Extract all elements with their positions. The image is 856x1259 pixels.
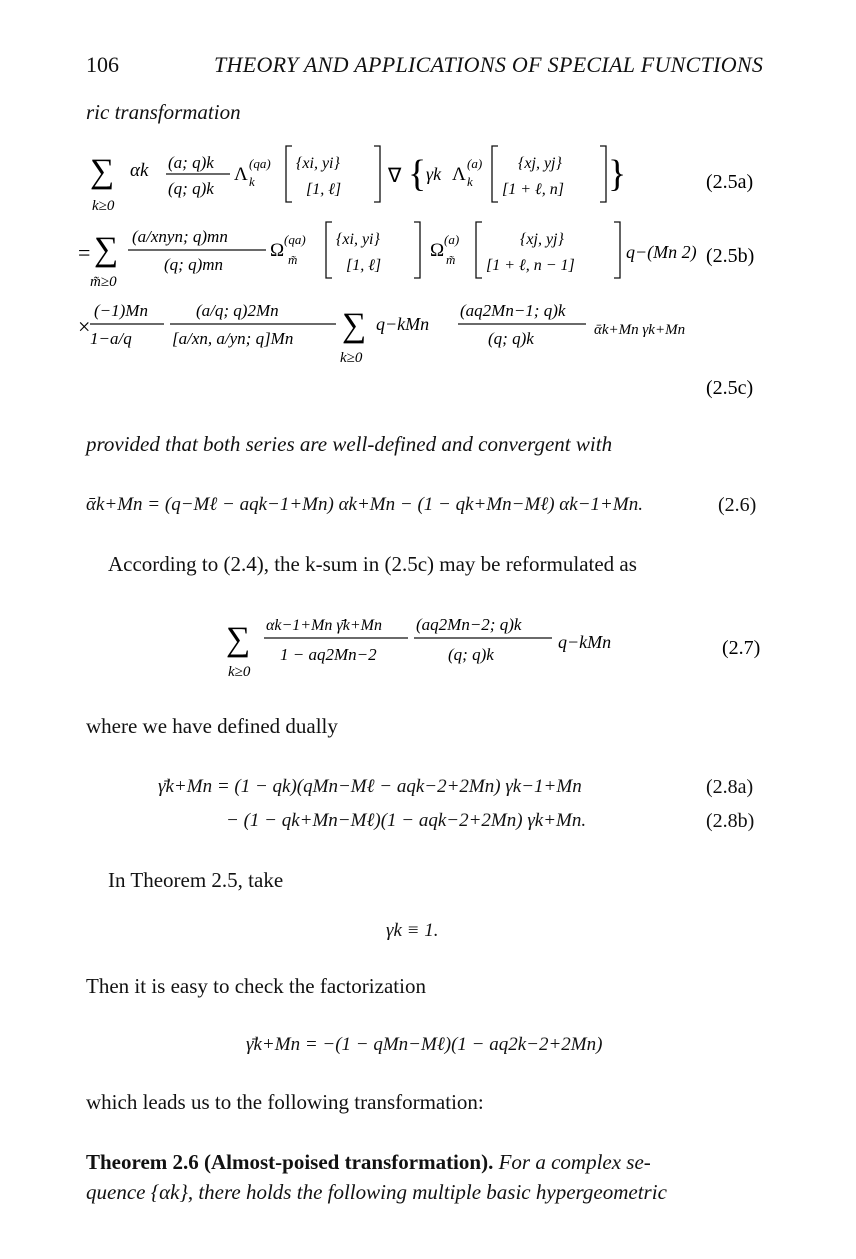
sum-index: k≥0 <box>228 664 251 680</box>
bracket2-top: {xj, yj} <box>518 155 562 172</box>
bracket2-bottom: [1 + ℓ, n] <box>502 181 564 198</box>
bracket1-top: {xi, yi} <box>296 155 340 172</box>
eq-number-2-6: (2.6) <box>718 494 757 516</box>
equation-2-7 <box>220 606 786 682</box>
continuation-text: ric transformation <box>86 100 241 124</box>
equals-sign: = <box>78 240 91 265</box>
bracket1-bottom: [1, ℓ] <box>346 257 382 274</box>
page-number: 106 <box>86 52 119 77</box>
eq-number-2-8b: (2.8b) <box>706 810 755 832</box>
f1-num: (−1)Mn <box>94 301 148 320</box>
equation-2-5c <box>74 290 786 408</box>
theorem-2-6-line1 <box>86 1148 651 1176</box>
bracket-right <box>374 146 380 202</box>
eq-number-2-5b: (2.5b) <box>706 245 755 267</box>
f1-num: αk−1+Mn γ̄k+Mn <box>266 617 382 634</box>
q-term: q−kMn <box>376 314 430 334</box>
lambda-sup: (qa) <box>249 156 271 171</box>
where-text: where we have defined dually <box>86 714 338 738</box>
brace-right: } <box>608 153 627 195</box>
bracket2-left <box>492 146 498 202</box>
frac-den: (q; q)k <box>168 179 214 198</box>
lambda-symbol: Λ <box>234 164 248 185</box>
sum-symbol: ∑ <box>226 621 251 658</box>
equation-gamma-one: γk ≡ 1. <box>386 920 439 941</box>
sum-symbol: ∑ <box>90 153 115 190</box>
sum-index: k≥0 <box>340 350 363 366</box>
lambda2-sub: k <box>467 174 473 189</box>
f2-num: (aq2Mn−2; q)k <box>416 615 522 634</box>
equation-2-5b <box>70 218 786 290</box>
sum-index: k≥0 <box>92 198 115 214</box>
bracket1-top: {xi, yi} <box>336 231 380 248</box>
equation-2-8b: − (1 − qk+Mn−Mℓ)(1 − aqk−2+2Mn) γk+Mn. <box>226 810 587 831</box>
alpha-k: αk <box>130 160 149 181</box>
bracket-left <box>286 146 292 202</box>
f2-den: (q; q)k <box>448 645 494 664</box>
eq-number-2-8a: (2.8a) <box>706 776 754 798</box>
sum-symbol: ∑ <box>342 307 367 344</box>
omega2-sub: m̃ <box>446 252 456 267</box>
then-text: Then it is easy to check the factorization <box>86 974 426 998</box>
frac-den: (q; q)mn <box>164 255 224 274</box>
eq-number-2-5c: (2.5c) <box>706 377 754 399</box>
gamma-k: γk <box>426 164 442 184</box>
alpha-gamma-tail: ᾱk+Mn γk+Mn <box>594 322 686 338</box>
bracket2-top: {xj, yj} <box>520 231 564 248</box>
theorem-body-1: For a complex se- <box>498 1150 651 1174</box>
theorem-2-6-line2: quence {αk}, there holds the following multiple basic hypergeometric <box>86 1180 667 1204</box>
bracket2-right <box>600 146 606 202</box>
equation-2-5a <box>86 140 786 218</box>
omega-sub: m̃ <box>288 252 298 267</box>
equation-2-6: ᾱk+Mn = (q−Mℓ − aqk−1+Mn) αk+Mn − (1 − qk+Mn−Mℓ) αk−1+Mn. <box>86 494 643 515</box>
bracket2-right <box>614 222 620 278</box>
bracket-left <box>326 222 332 278</box>
f1-den: 1 − aq2Mn−2 <box>280 645 377 664</box>
eq-number-2-5a: (2.5a) <box>706 171 754 193</box>
sum-symbol: ∑ <box>94 231 119 268</box>
f3-num: (aq2Mn−1; q)k <box>460 301 566 320</box>
omega2-sup: (a) <box>444 232 460 247</box>
brace-left: { <box>408 153 427 195</box>
bracket2-left <box>476 222 482 278</box>
q-term: q−kMn <box>558 632 612 652</box>
lambda-sub: k <box>249 174 255 189</box>
bracket2-bottom: [1 + ℓ, n − 1] <box>486 257 575 274</box>
lambda2-symbol: Λ <box>452 164 466 185</box>
bracket1-bottom: [1, ℓ] <box>306 181 342 198</box>
according-text: According to (2.4), the k-sum in (2.5c) may be reformulated as <box>108 552 637 576</box>
f1-den: 1−a/q <box>90 329 132 348</box>
q-power: q−(Mn 2) <box>626 242 697 262</box>
provided-text: provided that both series are well-defined and convergent with <box>86 432 613 456</box>
times-sign: × <box>78 314 91 339</box>
f3-den: (q; q)k <box>488 329 534 348</box>
which-text: which leads us to the following transformation: <box>86 1090 484 1114</box>
sum-index: m̃≥0 <box>90 274 117 290</box>
in-theorem-text: In Theorem 2.5, take <box>108 868 284 892</box>
eq-number-2-7: (2.7) <box>722 637 761 659</box>
omega2-symbol: Ω <box>430 240 445 261</box>
frac-num: (a; q)k <box>168 153 214 172</box>
f2-num: (a/q; q)2Mn <box>196 301 279 320</box>
frac-num: (a/xnyn; q)mn <box>132 227 228 246</box>
nabla-symbol: ∇ <box>388 165 402 187</box>
omega-sup: (qa) <box>284 232 306 247</box>
omega-symbol: Ω <box>270 240 285 261</box>
running-title: THEORY AND APPLICATIONS OF SPECIAL FUNCTIONS <box>214 52 764 77</box>
equation-factorization: γ̄k+Mn = −(1 − qMn−Mℓ)(1 − aq2k−2+2Mn) <box>246 1034 603 1055</box>
equation-2-8a: γ̄k+Mn = (1 − qk)(qMn−Mℓ − aqk−2+2Mn) γk−1+Mn <box>158 776 582 797</box>
bracket-right <box>414 222 420 278</box>
lambda2-sup: (a) <box>467 156 483 171</box>
theorem-title: Theorem 2.6 (Almost-poised transformation). <box>86 1150 494 1174</box>
f2-den: [a/xn, a/yn; q]Mn <box>172 329 294 348</box>
